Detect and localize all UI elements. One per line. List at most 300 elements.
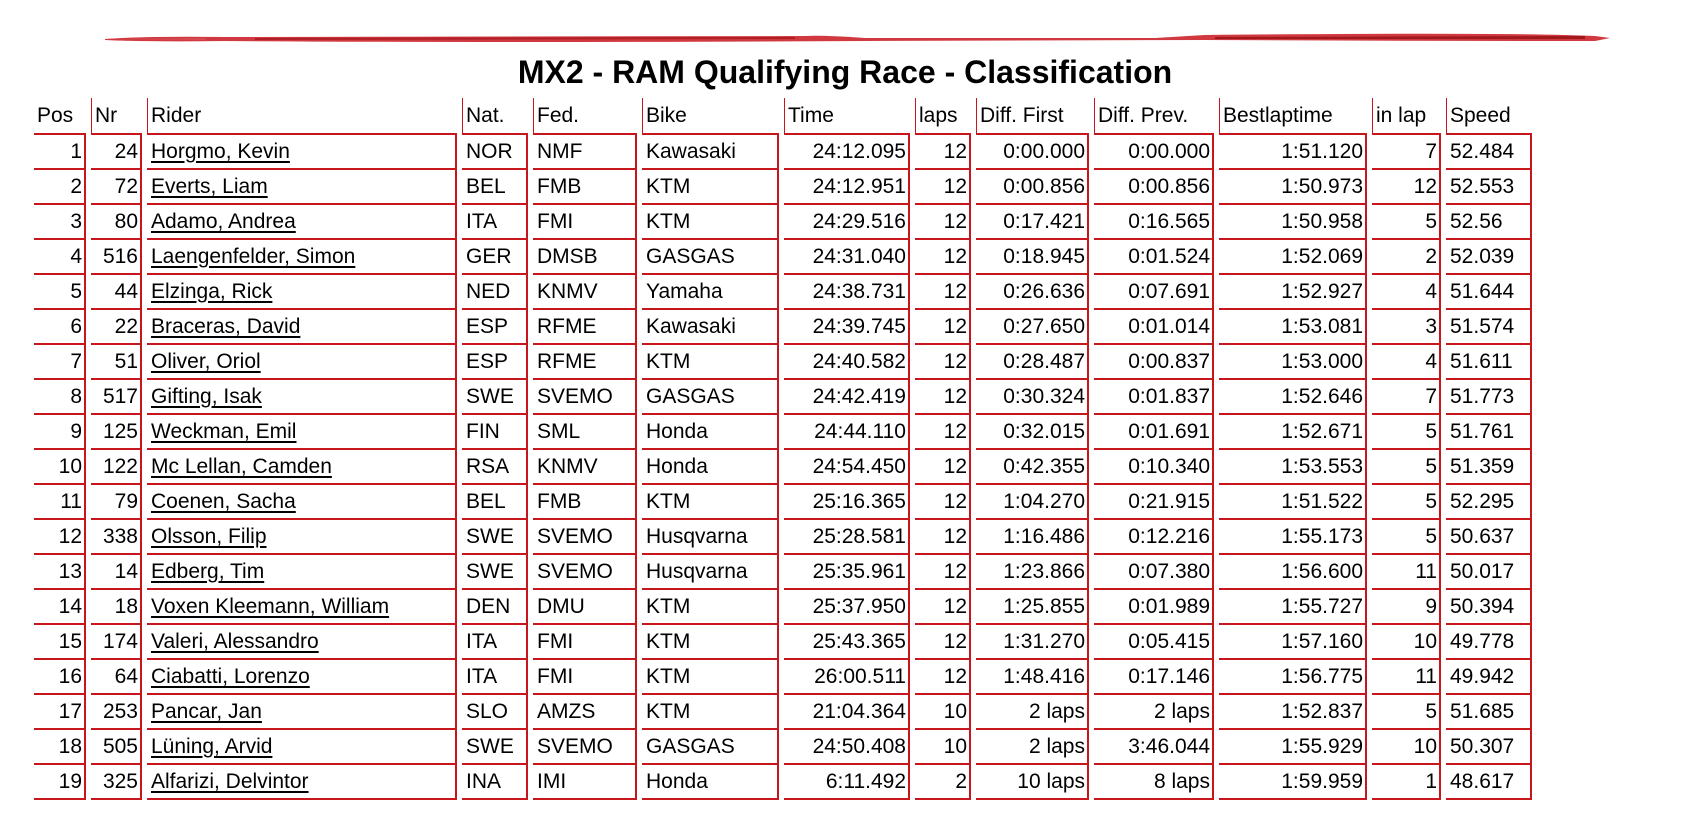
cell-time: 21:04.364: [784, 695, 910, 730]
cell-number: 79: [91, 485, 142, 520]
cell-in-lap: 10: [1372, 625, 1441, 660]
cell-diff-first: 0:30.324: [976, 380, 1089, 415]
cell-laps: 12: [915, 310, 971, 345]
cell-in-lap: 9: [1372, 590, 1441, 625]
cell-rider: [147, 345, 457, 380]
cell-federation: RFME: [533, 310, 637, 345]
cell-rider: [147, 520, 457, 555]
cell-federation: FMB: [533, 485, 637, 520]
cell-in-lap: 7: [1372, 380, 1441, 415]
cell-rider: [147, 135, 457, 170]
table-row: [34, 240, 1532, 275]
column-header: Nr: [91, 98, 142, 135]
cell-diff-prev: 0:00.000: [1094, 135, 1214, 170]
rider-link[interactable]: Mc Lellan, Camden: [151, 454, 332, 478]
cell-diff-prev: 0:01.989: [1094, 590, 1214, 625]
column-header: Bestlaptime: [1219, 98, 1367, 135]
cell-diff-first: 0:18.945: [976, 240, 1089, 275]
cell-in-lap: 11: [1372, 555, 1441, 590]
page-title: MX2 - RAM Qualifying Race - Classification: [517, 54, 1173, 90]
cell-bike: Kawasaki: [642, 135, 779, 170]
classification-table: [29, 98, 1537, 800]
cell-in-lap: 5: [1372, 415, 1441, 450]
cell-time: 24:42.419: [784, 380, 910, 415]
cell-rider: [147, 730, 457, 765]
cell-number: 338: [91, 520, 142, 555]
cell-bestlaptime: 1:59.959: [1219, 765, 1367, 800]
cell-laps: 10: [915, 695, 971, 730]
cell-bestlaptime: 1:52.671: [1219, 415, 1367, 450]
cell-diff-prev: 0:07.691: [1094, 275, 1214, 310]
cell-rider: [147, 590, 457, 625]
rider-link[interactable]: Valeri, Alessandro: [151, 629, 319, 653]
cell-pos: 12: [34, 520, 86, 555]
table-row: [34, 345, 1532, 380]
cell-number: 517: [91, 380, 142, 415]
cell-federation: RFME: [533, 345, 637, 380]
cell-diff-prev: 3:46.044: [1094, 730, 1214, 765]
cell-speed: 51.359: [1446, 450, 1532, 485]
cell-rider: [147, 205, 457, 240]
cell-nationality: SWE: [462, 520, 528, 555]
cell-bestlaptime: 1:55.727: [1219, 590, 1367, 625]
cell-nationality: BEL: [462, 170, 528, 205]
cell-diff-prev: 0:17.146: [1094, 660, 1214, 695]
rider-link[interactable]: Ciabatti, Lorenzo: [151, 664, 310, 688]
table-header: [34, 98, 1532, 135]
cell-rider: [147, 275, 457, 310]
cell-diff-prev: 0:21.915: [1094, 485, 1214, 520]
cell-in-lap: 12: [1372, 170, 1441, 205]
rider-link[interactable]: Horgmo, Kevin: [151, 139, 290, 163]
cell-diff-first: 0:42.355: [976, 450, 1089, 485]
column-header: Time: [784, 98, 910, 135]
cell-bike: Honda: [642, 415, 779, 450]
cell-rider: [147, 380, 457, 415]
cell-speed: 52.295: [1446, 485, 1532, 520]
cell-time: 24:12.951: [784, 170, 910, 205]
cell-number: 72: [91, 170, 142, 205]
cell-number: 505: [91, 730, 142, 765]
cell-nationality: ESP: [462, 310, 528, 345]
cell-pos: 6: [34, 310, 86, 345]
cell-nationality: ESP: [462, 345, 528, 380]
cell-laps: 12: [915, 520, 971, 555]
table-row: [34, 485, 1532, 520]
cell-laps: 12: [915, 170, 971, 205]
cell-diff-prev: 0:10.340: [1094, 450, 1214, 485]
cell-diff-first: 0:17.421: [976, 205, 1089, 240]
cell-bike: KTM: [642, 485, 779, 520]
cell-federation: AMZS: [533, 695, 637, 730]
cell-time: 25:37.950: [784, 590, 910, 625]
table-row: [34, 135, 1532, 170]
cell-laps: 12: [915, 415, 971, 450]
rider-link[interactable]: Elzinga, Rick: [151, 279, 273, 303]
table-row: [34, 660, 1532, 695]
cell-pos: 1: [34, 135, 86, 170]
cell-number: 516: [91, 240, 142, 275]
cell-nationality: ITA: [462, 625, 528, 660]
cell-time: 24:44.110: [784, 415, 910, 450]
cell-diff-prev: 0:00.837: [1094, 345, 1214, 380]
cell-time: 24:31.040: [784, 240, 910, 275]
cell-laps: 12: [915, 275, 971, 310]
table-row: [34, 555, 1532, 590]
rider-link[interactable]: Voxen Kleemann, William: [151, 594, 390, 618]
cell-diff-first: 0:00.000: [976, 135, 1089, 170]
table-body: [34, 135, 1532, 800]
header-row: [34, 98, 1532, 135]
cell-diff-first: 0:28.487: [976, 345, 1089, 380]
cell-rider: [147, 555, 457, 590]
table-row: [34, 730, 1532, 765]
cell-bestlaptime: 1:52.837: [1219, 695, 1367, 730]
cell-number: 24: [91, 135, 142, 170]
cell-diff-prev: 0:07.380: [1094, 555, 1214, 590]
cell-pos: 14: [34, 590, 86, 625]
column-header: Nat.: [462, 98, 528, 135]
cell-bestlaptime: 1:51.522: [1219, 485, 1367, 520]
cell-speed: 51.773: [1446, 380, 1532, 415]
cell-in-lap: 5: [1372, 450, 1441, 485]
column-header: Rider: [147, 98, 457, 135]
cell-time: 24:40.582: [784, 345, 910, 380]
rider-link[interactable]: Olsson, Filip: [151, 524, 267, 548]
cell-bike: KTM: [642, 625, 779, 660]
cell-rider: [147, 695, 457, 730]
cell-time: 24:39.745: [784, 310, 910, 345]
cell-federation: SVEMO: [533, 380, 637, 415]
cell-speed: 52.484: [1446, 135, 1532, 170]
cell-number: 44: [91, 275, 142, 310]
table-row: [34, 520, 1532, 555]
cell-bike: KTM: [642, 660, 779, 695]
cell-bike: Honda: [642, 765, 779, 800]
cell-in-lap: 10: [1372, 730, 1441, 765]
cell-diff-first: 1:23.866: [976, 555, 1089, 590]
cell-number: 125: [91, 415, 142, 450]
cell-laps: 10: [915, 730, 971, 765]
cell-laps: 2: [915, 765, 971, 800]
cell-bestlaptime: 1:52.069: [1219, 240, 1367, 275]
cell-bestlaptime: 1:55.173: [1219, 520, 1367, 555]
cell-nationality: ITA: [462, 660, 528, 695]
cell-diff-first: 10 laps: [976, 765, 1089, 800]
cell-nationality: NOR: [462, 135, 528, 170]
cell-nationality: SLO: [462, 695, 528, 730]
cell-speed: 50.637: [1446, 520, 1532, 555]
cell-diff-first: 0:32.015: [976, 415, 1089, 450]
cell-rider: [147, 415, 457, 450]
column-header: Fed.: [533, 98, 637, 135]
cell-rider: [147, 240, 457, 275]
column-header: laps: [915, 98, 971, 135]
cell-laps: 12: [915, 380, 971, 415]
cell-diff-first: 0:00.856: [976, 170, 1089, 205]
cell-number: 253: [91, 695, 142, 730]
cell-laps: 12: [915, 450, 971, 485]
cell-bestlaptime: 1:53.553: [1219, 450, 1367, 485]
cell-federation: DMU: [533, 590, 637, 625]
cell-nationality: DEN: [462, 590, 528, 625]
cell-in-lap: 2: [1372, 240, 1441, 275]
table-row: [34, 450, 1532, 485]
cell-laps: 12: [915, 555, 971, 590]
cell-speed: 51.685: [1446, 695, 1532, 730]
cell-time: 24:12.095: [784, 135, 910, 170]
table-row: [34, 170, 1532, 205]
cell-bestlaptime: 1:53.081: [1219, 310, 1367, 345]
cell-diff-first: 1:04.270: [976, 485, 1089, 520]
cell-number: 22: [91, 310, 142, 345]
cell-number: 80: [91, 205, 142, 240]
cell-speed: 52.553: [1446, 170, 1532, 205]
cell-rider: [147, 170, 457, 205]
cell-federation: SVEMO: [533, 520, 637, 555]
cell-in-lap: 1: [1372, 765, 1441, 800]
cell-bike: KTM: [642, 695, 779, 730]
cell-federation: SVEMO: [533, 730, 637, 765]
cell-bike: KTM: [642, 590, 779, 625]
cell-bike: GASGAS: [642, 730, 779, 765]
cell-in-lap: 5: [1372, 205, 1441, 240]
cell-speed: 52.039: [1446, 240, 1532, 275]
cell-diff-prev: 0:12.216: [1094, 520, 1214, 555]
table-row: [34, 625, 1532, 660]
cell-time: 25:16.365: [784, 485, 910, 520]
cell-nationality: SWE: [462, 730, 528, 765]
cell-speed: 51.611: [1446, 345, 1532, 380]
cell-number: 122: [91, 450, 142, 485]
cell-diff-prev: 0:01.014: [1094, 310, 1214, 345]
column-header: Diff. First: [976, 98, 1089, 135]
cell-laps: 12: [915, 625, 971, 660]
cell-federation: FMI: [533, 625, 637, 660]
cell-time: 26:00.511: [784, 660, 910, 695]
table-row: [34, 765, 1532, 800]
decorative-brush-stroke: [105, 30, 1610, 48]
cell-rider: [147, 485, 457, 520]
cell-pos: 4: [34, 240, 86, 275]
cell-nationality: SWE: [462, 555, 528, 590]
cell-number: 174: [91, 625, 142, 660]
cell-diff-first: 2 laps: [976, 695, 1089, 730]
cell-bestlaptime: 1:52.646: [1219, 380, 1367, 415]
cell-speed: 50.307: [1446, 730, 1532, 765]
cell-laps: 12: [915, 345, 971, 380]
cell-federation: FMI: [533, 205, 637, 240]
cell-time: 25:43.365: [784, 625, 910, 660]
cell-federation: FMB: [533, 170, 637, 205]
table-row: [34, 275, 1532, 310]
cell-nationality: ITA: [462, 205, 528, 240]
cell-diff-prev: 0:01.524: [1094, 240, 1214, 275]
cell-pos: 8: [34, 380, 86, 415]
cell-laps: 12: [915, 485, 971, 520]
cell-bestlaptime: 1:55.929: [1219, 730, 1367, 765]
table-row: [34, 380, 1532, 415]
cell-bike: Honda: [642, 450, 779, 485]
rider-link[interactable]: Weckman, Emil: [151, 419, 297, 443]
cell-laps: 12: [915, 135, 971, 170]
cell-diff-prev: 0:00.856: [1094, 170, 1214, 205]
rider-link[interactable]: Alfarizi, Delvintor: [151, 769, 309, 793]
cell-rider: [147, 450, 457, 485]
cell-federation: FMI: [533, 660, 637, 695]
cell-pos: 18: [34, 730, 86, 765]
cell-diff-prev: 0:01.691: [1094, 415, 1214, 450]
cell-laps: 12: [915, 240, 971, 275]
cell-diff-first: 1:16.486: [976, 520, 1089, 555]
cell-diff-first: 1:31.270: [976, 625, 1089, 660]
cell-time: 24:50.408: [784, 730, 910, 765]
rider-link[interactable]: Laengenfelder, Simon: [151, 244, 356, 268]
cell-bike: GASGAS: [642, 240, 779, 275]
rider-link[interactable]: Edberg, Tim: [151, 559, 265, 583]
cell-bestlaptime: 1:56.775: [1219, 660, 1367, 695]
cell-in-lap: 5: [1372, 485, 1441, 520]
cell-speed: 51.761: [1446, 415, 1532, 450]
cell-laps: 12: [915, 660, 971, 695]
cell-time: 24:54.450: [784, 450, 910, 485]
cell-number: 18: [91, 590, 142, 625]
cell-pos: 17: [34, 695, 86, 730]
cell-in-lap: 4: [1372, 275, 1441, 310]
cell-bike: KTM: [642, 205, 779, 240]
cell-in-lap: 5: [1372, 520, 1441, 555]
cell-nationality: RSA: [462, 450, 528, 485]
cell-in-lap: 5: [1372, 695, 1441, 730]
cell-speed: 50.017: [1446, 555, 1532, 590]
cell-rider: [147, 625, 457, 660]
cell-federation: KNMV: [533, 450, 637, 485]
cell-pos: 19: [34, 765, 86, 800]
cell-in-lap: 4: [1372, 345, 1441, 380]
table-row: [34, 415, 1532, 450]
cell-pos: 16: [34, 660, 86, 695]
cell-speed: 50.394: [1446, 590, 1532, 625]
cell-pos: 5: [34, 275, 86, 310]
cell-pos: 3: [34, 205, 86, 240]
table-row: [34, 590, 1532, 625]
cell-bike: KTM: [642, 170, 779, 205]
cell-pos: 11: [34, 485, 86, 520]
cell-bike: GASGAS: [642, 380, 779, 415]
column-header: Diff. Prev.: [1094, 98, 1214, 135]
cell-speed: 49.778: [1446, 625, 1532, 660]
cell-federation: IMI: [533, 765, 637, 800]
cell-rider: [147, 765, 457, 800]
cell-speed: 48.617: [1446, 765, 1532, 800]
cell-pos: 9: [34, 415, 86, 450]
cell-bestlaptime: 1:51.120: [1219, 135, 1367, 170]
cell-in-lap: 3: [1372, 310, 1441, 345]
cell-number: 14: [91, 555, 142, 590]
cell-number: 64: [91, 660, 142, 695]
cell-rider: [147, 660, 457, 695]
cell-diff-first: 2 laps: [976, 730, 1089, 765]
cell-number: 325: [91, 765, 142, 800]
cell-rider: [147, 310, 457, 345]
cell-laps: 12: [915, 590, 971, 625]
cell-nationality: FIN: [462, 415, 528, 450]
column-header: Pos: [34, 98, 86, 135]
cell-bike: Husqvarna: [642, 555, 779, 590]
cell-pos: 10: [34, 450, 86, 485]
cell-diff-prev: 2 laps: [1094, 695, 1214, 730]
cell-bike: KTM: [642, 345, 779, 380]
cell-speed: 52.56: [1446, 205, 1532, 240]
cell-diff-first: 0:27.650: [976, 310, 1089, 345]
cell-diff-first: 0:26.636: [976, 275, 1089, 310]
cell-federation: SML: [533, 415, 637, 450]
cell-federation: SVEMO: [533, 555, 637, 590]
cell-diff-prev: 8 laps: [1094, 765, 1214, 800]
cell-federation: KNMV: [533, 275, 637, 310]
cell-nationality: SWE: [462, 380, 528, 415]
cell-bestlaptime: 1:53.000: [1219, 345, 1367, 380]
cell-time: 6:11.492: [784, 765, 910, 800]
cell-time: 24:38.731: [784, 275, 910, 310]
cell-pos: 13: [34, 555, 86, 590]
cell-diff-first: 1:48.416: [976, 660, 1089, 695]
rider-link[interactable]: Oliver, Oriol: [151, 349, 261, 373]
cell-number: 51: [91, 345, 142, 380]
column-header: in lap: [1372, 98, 1441, 135]
cell-pos: 7: [34, 345, 86, 380]
rider-link[interactable]: Coenen, Sacha: [151, 489, 296, 513]
rider-link[interactable]: Braceras, David: [151, 314, 301, 338]
column-header: Speed: [1446, 98, 1532, 135]
cell-time: 24:29.516: [784, 205, 910, 240]
cell-bestlaptime: 1:56.600: [1219, 555, 1367, 590]
rider-link[interactable]: Gifting, Isak: [151, 384, 262, 408]
cell-nationality: BEL: [462, 485, 528, 520]
cell-bestlaptime: 1:50.973: [1219, 170, 1367, 205]
cell-speed: 51.644: [1446, 275, 1532, 310]
cell-nationality: GER: [462, 240, 528, 275]
table-row: [34, 695, 1532, 730]
cell-diff-prev: 0:16.565: [1094, 205, 1214, 240]
cell-time: 25:35.961: [784, 555, 910, 590]
cell-bestlaptime: 1:52.927: [1219, 275, 1367, 310]
cell-diff-first: 1:25.855: [976, 590, 1089, 625]
column-header: Bike: [642, 98, 779, 135]
cell-bike: Yamaha: [642, 275, 779, 310]
cell-nationality: INA: [462, 765, 528, 800]
cell-speed: 49.942: [1446, 660, 1532, 695]
cell-nationality: NED: [462, 275, 528, 310]
cell-bike: Husqvarna: [642, 520, 779, 555]
table-row: [34, 310, 1532, 345]
cell-in-lap: 11: [1372, 660, 1441, 695]
table-row: [34, 205, 1532, 240]
cell-diff-prev: 0:05.415: [1094, 625, 1214, 660]
cell-bestlaptime: 1:50.958: [1219, 205, 1367, 240]
cell-diff-prev: 0:01.837: [1094, 380, 1214, 415]
rider-link[interactable]: Lüning, Arvid: [151, 734, 273, 758]
rider-link[interactable]: Adamo, Andrea: [151, 209, 296, 233]
cell-bestlaptime: 1:57.160: [1219, 625, 1367, 660]
cell-speed: 51.574: [1446, 310, 1532, 345]
cell-pos: 15: [34, 625, 86, 660]
rider-link[interactable]: Everts, Liam: [151, 174, 268, 198]
cell-federation: DMSB: [533, 240, 637, 275]
cell-bike: Kawasaki: [642, 310, 779, 345]
cell-time: 25:28.581: [784, 520, 910, 555]
rider-link[interactable]: Pancar, Jan: [151, 699, 262, 723]
